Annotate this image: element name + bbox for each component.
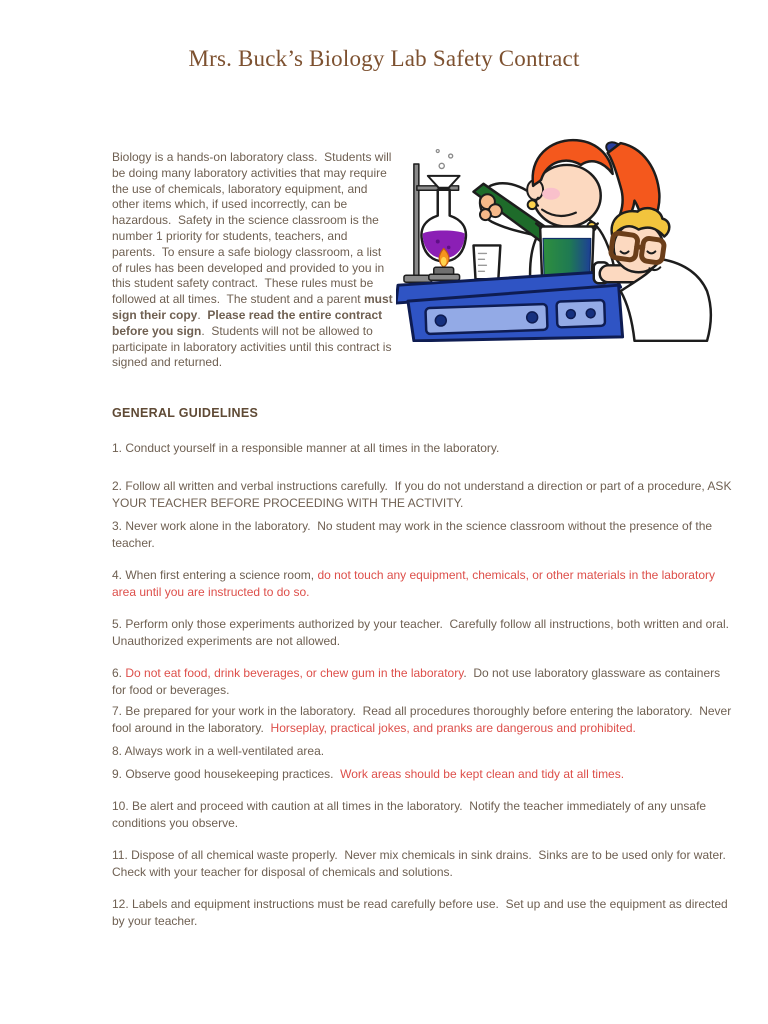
text-run: 11. Dispose of all chemical waste properly. Never mix chemicals in sink drains. Sinks are to be used only for water. Check with your teacher for disposal of chemicals and solutions. (112, 848, 730, 880)
text-run: 6. (112, 666, 126, 681)
text-run: . (197, 307, 208, 322)
intro-paragraph (112, 150, 394, 371)
red-text-run: Work areas should be kept clean and tidy at all times. (340, 767, 625, 782)
small-beaker (474, 245, 501, 279)
general-guidelines-heading: GENERAL GUIDELINES (112, 406, 259, 421)
lab-illustration (396, 128, 714, 343)
text-run: 4. When first entering a science room, (112, 568, 318, 583)
guideline-item-7 (112, 703, 737, 737)
page-title: Mrs. Buck’s Biology Lab Safety Contract (188, 46, 580, 71)
text-run: . Do not use laboratory glassware as containers for food or beverages. (112, 666, 724, 698)
bench-knob (586, 309, 595, 318)
vapor-bubble (439, 163, 444, 168)
guideline-item-9 (112, 766, 737, 783)
bench-knob (527, 312, 538, 323)
document-content (112, 138, 737, 930)
guideline-item-12 (112, 896, 737, 930)
text-run: 12. Labels and equipment instructions must be read carefully before use. Set up and use the equipment as directed by your teacher. (112, 897, 732, 929)
guideline-item-3 (112, 518, 737, 552)
bold-text-run: Please read the entire contract before you sign (112, 307, 386, 338)
text-run: 2. Follow all written and verbal instructions carefully. If you do not understand a direction or part of a procedure, ASK YOUR TEACHER BEFORE PROCEEDING WITH THE ACTIVITY. (112, 479, 735, 511)
ring-stand-pole (414, 164, 419, 279)
vapor-bubble (449, 154, 453, 158)
text-run: . Students will not be allowed to participate in laboratory activities until this contract is signed and returned. (112, 323, 395, 370)
green-liquid (543, 238, 591, 276)
text-run: 1. Conduct yourself in a responsible manner at all times in the laboratory. (112, 441, 500, 456)
text-run: Biology is a hands-on laboratory class. Students will be doing many laboratory activities that may require the use of chemicals, laboratory equipment, and other items which, if used incorrectly, can be hazardous. Safety in the science classroom is the number 1 priority for students, teachers, and parents. To ensure a safe biology classroom, a list of rules has been developed and provided to you in this student safety contract. These rules must be followed at all times. The student and a parent (112, 150, 395, 307)
text-run: 9. Observe good housekeeping practices. (112, 767, 341, 782)
red-text-run: do not touch any equipment, chemicals, or other materials in the laboratory area until you are instructed to do so. (112, 568, 719, 600)
bench-panel-short (556, 300, 605, 327)
text-run: 8. Always work in a well-ventilated area. (112, 744, 325, 759)
guideline-item-2 (112, 478, 737, 512)
guideline-item-10 (112, 798, 737, 832)
red-text-run: Do not eat food, drink beverages, or chew gum in the laboratory (125, 666, 464, 681)
bold-text-run: must sign their copy (112, 292, 396, 322)
guideline-item-8 (112, 743, 737, 760)
bench-knob (566, 309, 575, 318)
text-run: 10. Be alert and proceed with caution at all times in the laboratory. Notify the teacher immediately of any unsafe conditions you observe. (112, 799, 710, 831)
text-run: 7. Be prepared for your work in the laboratory. Read all procedures thoroughly before entering the laboratory. Never fool around in the laboratory. (112, 704, 735, 736)
vapor-bubble (436, 150, 439, 153)
ring-stand-base (404, 275, 432, 282)
intro-section (112, 138, 737, 383)
text-run: 3. Never work alone in the laboratory. No student may work in the science classroom without the presence of the teacher. (112, 519, 716, 551)
lab-bench (396, 271, 623, 341)
guideline-item-4 (112, 567, 737, 601)
guideline-item-5 (112, 616, 737, 650)
guideline-item-11 (112, 847, 737, 881)
guidelines-list (112, 440, 737, 930)
lab-scene-image (396, 128, 714, 342)
bench-knob (435, 315, 446, 326)
red-text-run: Horseplay, practical jokes, and pranks are dangerous and prohibited. (270, 721, 636, 736)
guideline-item-1 (112, 440, 737, 457)
text-run: 5. Perform only those experiments authorized by your teacher. Carefully follow all instructions, both written and oral. Unauthorized experiments are not allowed. (112, 617, 736, 649)
burner-base (429, 274, 460, 280)
guideline-item-6 (112, 665, 737, 699)
